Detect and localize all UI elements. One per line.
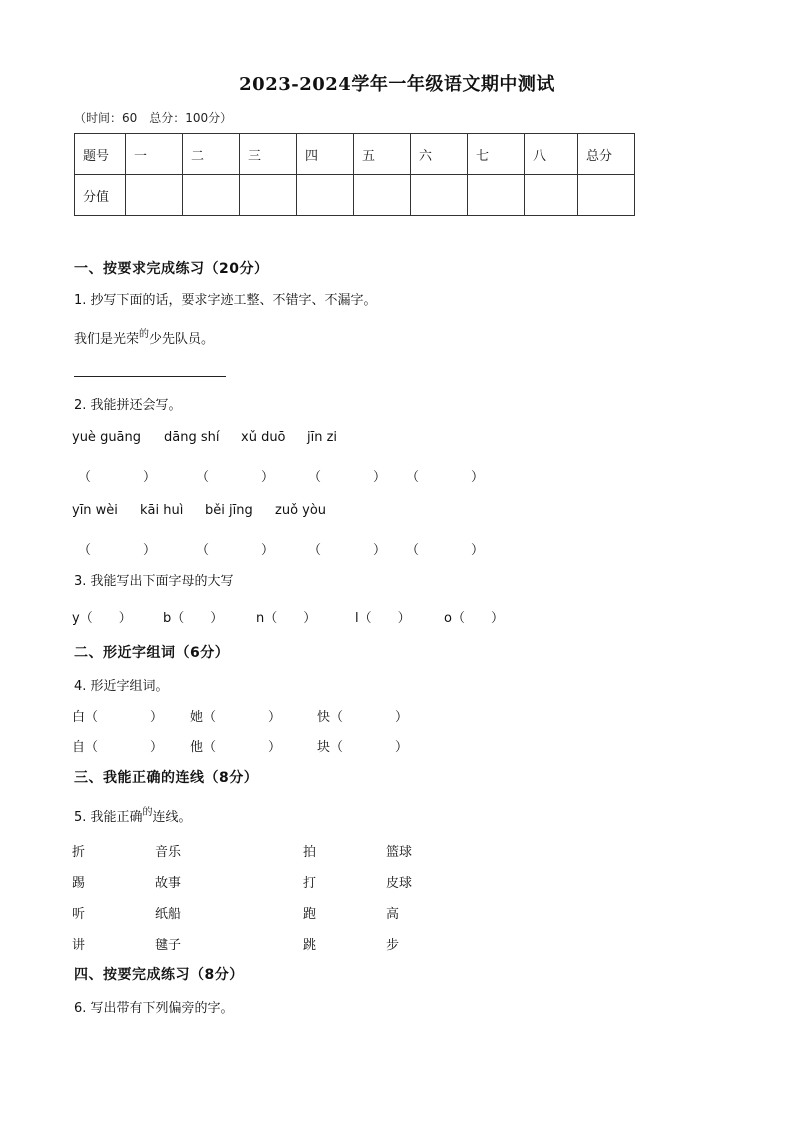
answer-blank[interactable]: （ ） <box>78 543 157 558</box>
match-item[interactable]: 音乐 <box>155 845 182 860</box>
match-item[interactable]: 听 <box>72 907 86 922</box>
pinyin-item: zuǒ yòu <box>275 503 327 518</box>
match-item[interactable]: 高 <box>386 907 400 922</box>
question-3-prompt: 3. 我能写出下面字母的大写 <box>74 574 234 589</box>
match-item[interactable]: 毽子 <box>155 938 182 953</box>
question-2-prompt: 2. 我能拼还会写。 <box>74 398 182 413</box>
letter-blank[interactable]: b（ ） <box>163 611 224 626</box>
score-table-header-cell: 总分 <box>578 134 635 175</box>
section-heading-3: 三、我能正确的连线（8分） <box>74 770 259 786</box>
word-blank[interactable]: 他（ ） <box>190 740 282 755</box>
pinyin-item: xǔ duō <box>241 430 286 445</box>
word-blank[interactable]: 她（ ） <box>190 710 282 725</box>
score-table-header-cell: 一 <box>126 134 183 175</box>
score-table-header-cell: 三 <box>240 134 297 175</box>
match-item[interactable]: 纸船 <box>155 907 182 922</box>
sentence-part: 少先队员。 <box>149 332 215 347</box>
page-title: 2023-2024学年一年级语文期中测试 <box>239 74 555 95</box>
question-1-sentence <box>74 328 214 347</box>
letter-blank[interactable]: o（ ） <box>444 611 504 626</box>
score-table-value-row <box>75 175 635 216</box>
pinyin-item: jīn zi <box>307 430 338 445</box>
letter-blank[interactable]: n（ ） <box>256 611 317 626</box>
prompt-superscript: 的 <box>142 807 153 818</box>
score-table-header-cell: 六 <box>411 134 468 175</box>
answer-blank[interactable]: （ ） <box>308 543 387 558</box>
score-table-header-cell: 四 <box>297 134 354 175</box>
match-item[interactable]: 折 <box>72 845 86 860</box>
pinyin-item: yuè guāng <box>72 430 142 445</box>
match-item[interactable]: 讲 <box>72 938 86 953</box>
score-input-cell[interactable] <box>468 175 525 216</box>
answer-blank[interactable]: （ ） <box>308 470 387 485</box>
prompt-part: 5. 我能正确 <box>74 810 143 825</box>
score-input-cell[interactable] <box>411 175 468 216</box>
score-table-header-cell: 题号 <box>75 134 126 175</box>
answer-blank[interactable]: （ ） <box>406 543 485 558</box>
score-table <box>74 133 635 216</box>
score-input-cell[interactable] <box>578 175 635 216</box>
answer-blank[interactable]: （ ） <box>196 470 275 485</box>
score-input-cell[interactable] <box>525 175 578 216</box>
score-table-header-cell: 二 <box>183 134 240 175</box>
pinyin-item: dāng shí <box>164 430 220 445</box>
match-item[interactable]: 步 <box>386 938 400 953</box>
section-heading-1: 一、按要求完成练习（20分） <box>74 261 269 277</box>
question-4-prompt: 4. 形近字组词。 <box>74 679 169 694</box>
pinyin-item: běi jīng <box>205 503 253 518</box>
match-item[interactable]: 篮球 <box>386 845 413 860</box>
score-table-row-label: 分值 <box>75 175 126 216</box>
question-6-prompt: 6. 写出带有下列偏旁的字。 <box>74 1001 234 1016</box>
prompt-part: 连线。 <box>152 810 192 825</box>
score-table-header-row <box>75 134 635 175</box>
pinyin-item: yīn wèi <box>72 503 118 518</box>
match-item[interactable]: 拍 <box>303 845 317 860</box>
match-item[interactable]: 打 <box>303 876 317 891</box>
match-item[interactable]: 跑 <box>303 907 317 922</box>
answer-blank[interactable]: （ ） <box>78 470 157 485</box>
score-input-cell[interactable] <box>297 175 354 216</box>
score-input-cell[interactable] <box>240 175 297 216</box>
section-heading-4: 四、按要完成练习（8分） <box>74 967 244 983</box>
question-1-prompt: 1. 抄写下面的话，要求字迹工整、不错字、不漏字。 <box>74 293 377 308</box>
score-table-header-cell: 五 <box>354 134 411 175</box>
section-heading-2: 二、形近字组词（6分） <box>74 645 230 661</box>
answer-blank[interactable]: （ ） <box>406 470 485 485</box>
score-input-cell[interactable] <box>183 175 240 216</box>
score-input-cell[interactable] <box>354 175 411 216</box>
answer-blank[interactable]: （ ） <box>196 543 275 558</box>
match-item[interactable]: 跳 <box>303 938 317 953</box>
score-table-header-cell: 七 <box>468 134 525 175</box>
match-item[interactable]: 皮球 <box>386 876 413 891</box>
word-blank[interactable]: 自（ ） <box>72 740 164 755</box>
match-item[interactable]: 踢 <box>72 876 86 891</box>
word-blank[interactable]: 块（ ） <box>317 740 409 755</box>
question-5-prompt <box>74 806 192 825</box>
letter-blank[interactable]: y（ ） <box>72 611 132 626</box>
sentence-superscript: 的 <box>139 329 150 340</box>
match-item[interactable]: 故事 <box>155 876 182 891</box>
score-table-header-cell: 八 <box>525 134 578 175</box>
score-input-cell[interactable] <box>126 175 183 216</box>
word-blank[interactable]: 快（ ） <box>317 710 409 725</box>
pinyin-item: kāi huì <box>140 503 184 518</box>
sentence-part: 我们是光荣 <box>74 332 140 347</box>
word-blank[interactable]: 白（ ） <box>72 710 164 725</box>
letter-blank[interactable]: l（ ） <box>355 611 411 626</box>
copy-answer-line[interactable] <box>74 376 226 377</box>
exam-meta: （时间：60 总分：100分） <box>74 111 233 125</box>
